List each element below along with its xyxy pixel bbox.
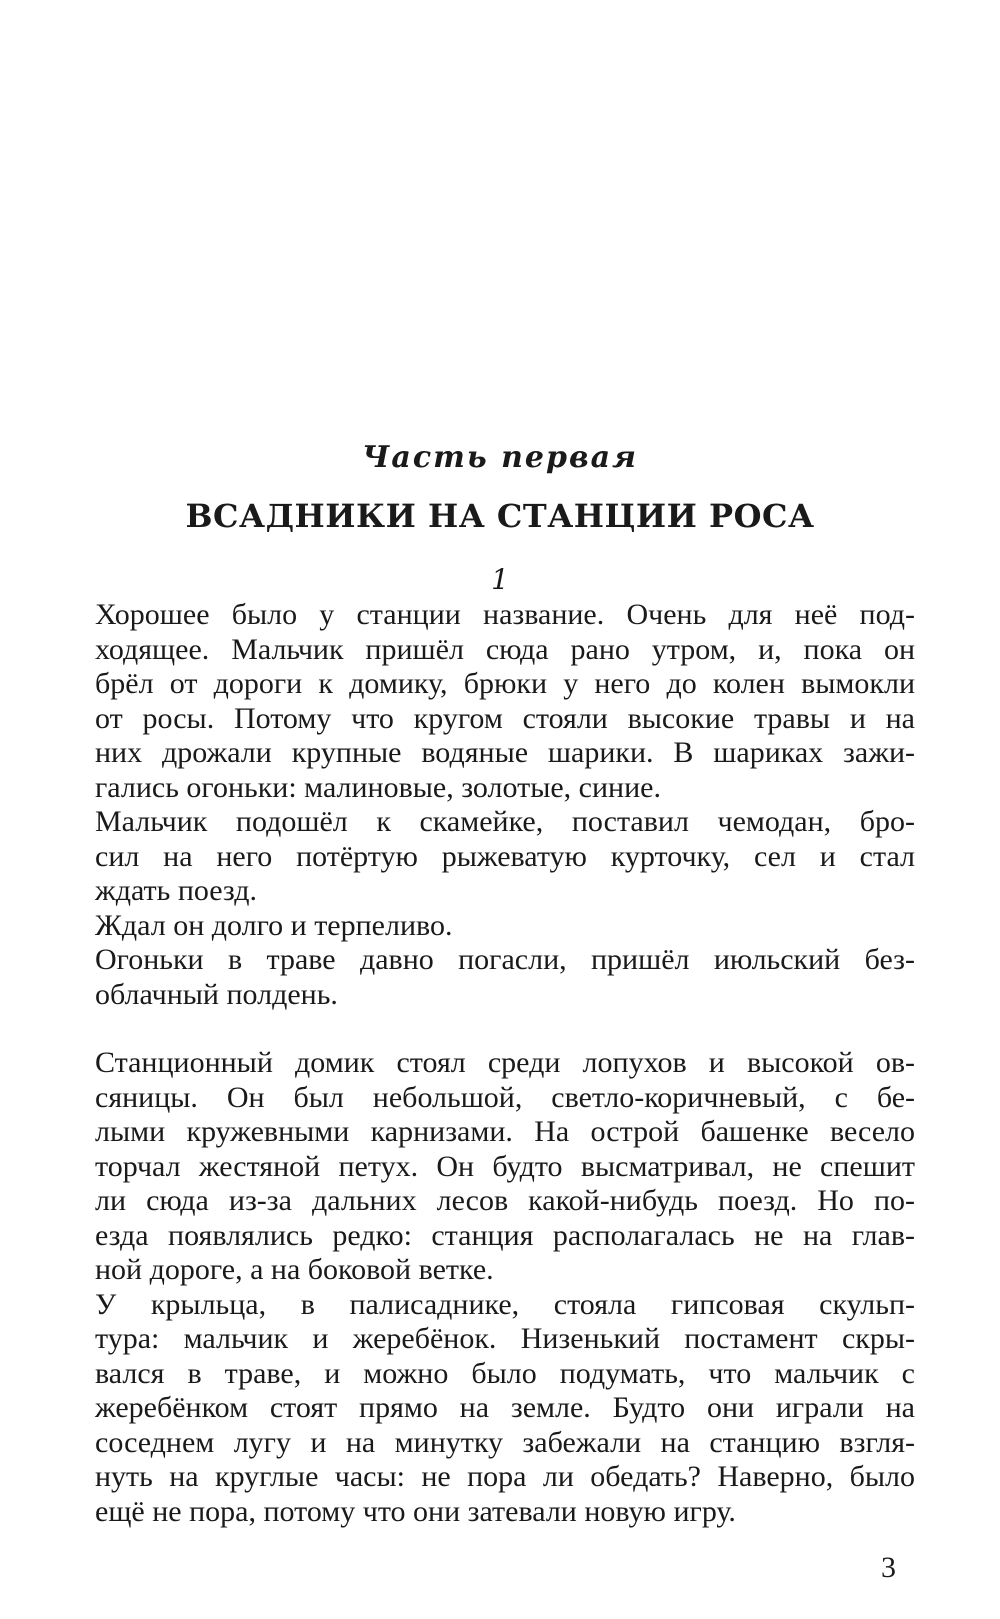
text-line: Ждал он долго и терпеливо.: [95, 908, 453, 942]
text-line: от росы. Потому что кругом стояли высокие травы и на: [95, 701, 915, 735]
text-section-2: [95, 1046, 915, 1529]
page-number: 3: [881, 1551, 896, 1584]
text-line: ной дороге, а на боковой ветке.: [95, 1253, 494, 1286]
text-section-1: [95, 598, 915, 1012]
text-line: соседнем лугу и на минутку забежали на станцию взгля-: [95, 1425, 915, 1459]
text-line: лыми кружевными карнизами. На острой башенке весело: [95, 1115, 915, 1148]
text-line: ещё не пора, потому что они затевали новую игру.: [95, 1494, 736, 1528]
text-line: облачный полдень.: [95, 977, 338, 1011]
text-line: них дрожали крупные водяные шарики. В шариках зажи-: [95, 736, 915, 769]
text-line: вался в траве, и можно было подумать, что мальчик с: [95, 1356, 915, 1390]
text-line: Хорошее было у станции название. Очень для неё под-: [95, 598, 915, 631]
text-line: ждать поезд.: [95, 874, 257, 907]
text-line: езда появлялись редко: станция располагалась не на глав-: [95, 1218, 915, 1252]
text-line: сяницы. Он был небольшой, светло-коричневый, с бе-: [95, 1080, 915, 1114]
text-line: сил на него потёртую рыжеватую курточку, сел и стал: [95, 839, 915, 873]
text-line: гались огоньки: малиновые, золотые, синие.: [95, 770, 661, 804]
text-line: Огоньки в траве давно погасли, пришёл июльский без-: [95, 943, 915, 976]
text-line: торчал жестяной петух. Он будто высматривал, не спешит: [95, 1149, 915, 1183]
text-line: У крыльца, в палисаднике, стояла гипсовая скульп-: [95, 1287, 915, 1321]
text-line: Станционный домик стоял среди лопухов и высокой ов-: [95, 1046, 915, 1079]
part-title: ВСАДНИКИ НА СТАНЦИИ РОСА: [185, 497, 815, 535]
text-line: жеребёнком стоят прямо на земле. Будто они играли на: [95, 1391, 915, 1424]
part-label: Часть первая: [362, 440, 638, 475]
text-line: ходящее. Мальчик пришёл сюда рано утром, и, пока он: [95, 632, 915, 666]
text-line: ли сюда из-за дальних лесов какой-нибудь поезд. Но по-: [95, 1184, 915, 1217]
text-line: нуть на круглые часы: не пора ли обедать? Наверно, было: [95, 1460, 915, 1493]
chapter-number: 1: [491, 563, 509, 596]
text-line: тура: мальчик и жеребёнок. Низенький постамент скры-: [95, 1322, 915, 1355]
text-line: брёл от дороги к домику, брюки у него до колен вымокли: [95, 667, 915, 700]
text-line: Мальчик подошёл к скамейке, поставил чемодан, бро-: [95, 805, 915, 838]
